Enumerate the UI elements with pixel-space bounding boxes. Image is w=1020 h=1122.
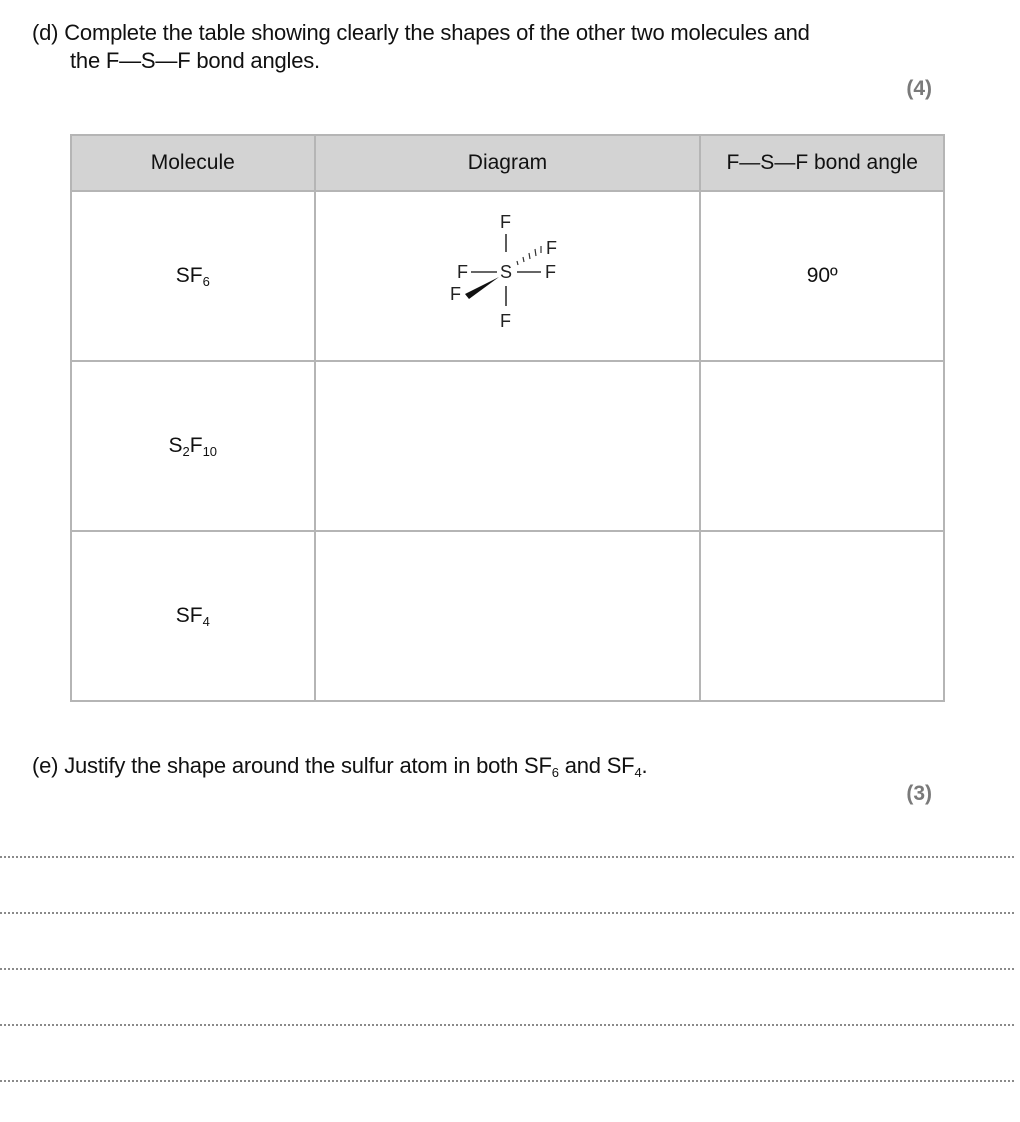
- table-row-sf4: [71, 531, 944, 701]
- bond-hashed-wedge: [517, 246, 541, 265]
- diagram-cell-sf6: [315, 191, 701, 361]
- table-row-s2f10: [71, 361, 944, 531]
- molecule-subscript-s2f10-2: 2: [182, 444, 190, 459]
- molecule-cell-sf4: [71, 531, 315, 701]
- sf6-octahedral-diagram: [437, 206, 577, 346]
- answer-line-5[interactable]: [0, 1080, 1014, 1082]
- atom-f-upper-right: F: [546, 238, 558, 258]
- question-d: [32, 19, 892, 75]
- diagram-cell-sf4[interactable]: [315, 531, 701, 701]
- molecule-formula-sf4: SF: [175, 604, 203, 627]
- molecule-formula-s2f10-f: F: [189, 434, 203, 457]
- header-molecule: Molecule: [71, 135, 315, 191]
- atom-f-bottom: F: [500, 311, 512, 331]
- table-row-sf6: [71, 191, 944, 361]
- question-e-text-end: .: [641, 753, 648, 778]
- atom-f-lower-left: F: [450, 284, 462, 304]
- question-d-label: (d): [32, 20, 59, 45]
- atom-s-central: S: [500, 262, 513, 282]
- table-header-row: [71, 135, 944, 191]
- diagram-cell-s2f10[interactable]: [315, 361, 701, 531]
- question-e-sub-6: 6: [551, 765, 559, 780]
- answer-line-1[interactable]: [0, 856, 1014, 858]
- bond-angle-cell-s2f10[interactable]: [700, 361, 944, 531]
- question-d-text-line2: the F—S—F bond angles.: [70, 48, 320, 73]
- molecule-table: [70, 134, 945, 702]
- answer-line-3[interactable]: [0, 968, 1014, 970]
- molecule-cell-s2f10: [71, 361, 315, 531]
- atom-f-top: F: [500, 212, 512, 232]
- molecule-formula-sf6: SF: [175, 264, 203, 287]
- answer-line-4[interactable]: [0, 1024, 1014, 1026]
- bond-angle-cell-sf4[interactable]: [700, 531, 944, 701]
- molecule-formula-s2f10-s: S: [168, 434, 183, 457]
- molecule-subscript-sf6: 6: [202, 274, 210, 289]
- bond-angle-cell-sf6: 90º: [700, 191, 944, 361]
- header-bond-angle: F—S—F bond angle: [700, 135, 944, 191]
- molecule-cell-sf6: [71, 191, 315, 361]
- header-diagram: Diagram: [315, 135, 701, 191]
- question-e: [32, 752, 647, 780]
- question-e-label: (e): [32, 753, 59, 778]
- question-d-marks: (4): [906, 77, 932, 100]
- answer-line-2[interactable]: [0, 912, 1014, 914]
- atom-f-right: F: [545, 262, 557, 282]
- question-e-sub-4: 4: [634, 765, 642, 780]
- atom-f-left: F: [457, 262, 469, 282]
- bond-solid-wedge: [465, 277, 499, 299]
- question-e-text: Justify the shape around the sulfur atom in both SF: [64, 753, 552, 778]
- question-d-text-line1: Complete the table showing clearly the shapes of the other two molecules and: [64, 20, 810, 45]
- question-e-marks: (3): [906, 782, 932, 805]
- molecule-subscript-sf4: 4: [202, 614, 210, 629]
- molecule-subscript-s2f10-10: 10: [202, 444, 218, 459]
- question-e-text-mid: and SF: [558, 753, 635, 778]
